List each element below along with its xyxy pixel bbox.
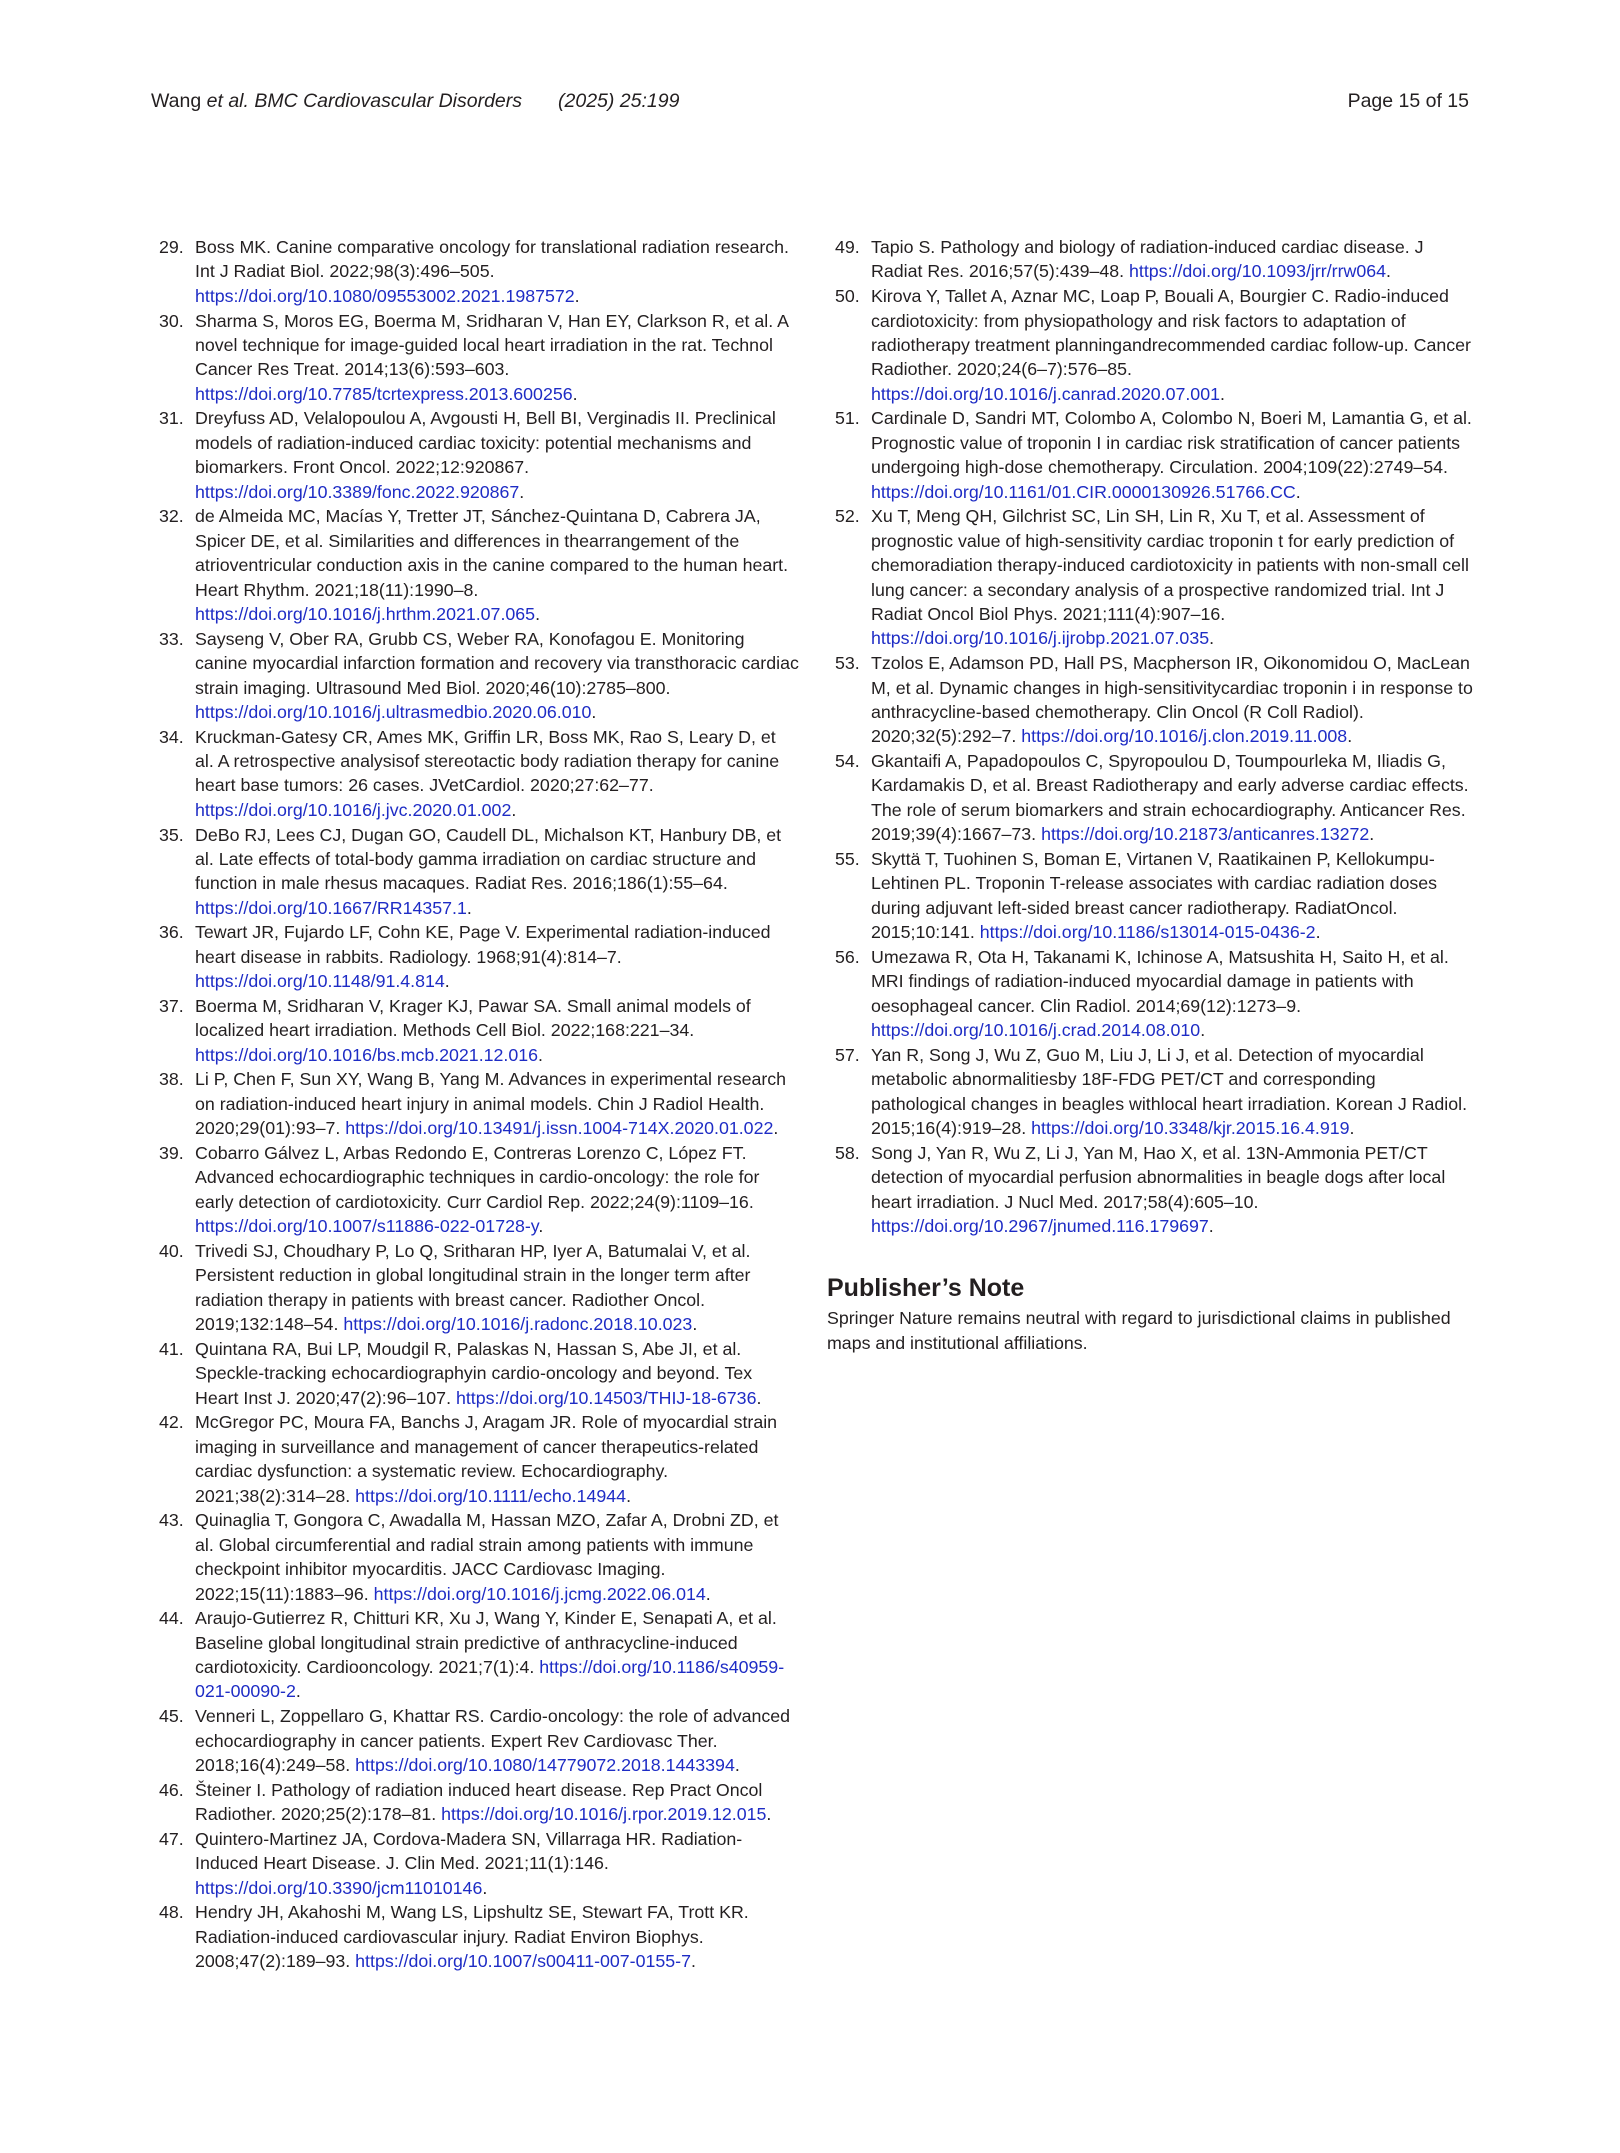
reference-number: 58. [835,1142,860,1163]
reference-text: Hendry JH, Akahoshi M, Wang LS, Lipshultz SE, Stewart FA, Trott KR. Radiation-induced cardiovascular injury. Radiat Environ Biophys. 2008;47(2):189–93. [195,1902,749,1972]
reference-number: 43. [159,1510,184,1531]
reference-text: Xu T, Meng QH, Gilchrist SC, Lin SH, Lin R, Xu T, et al. Assessment of prognostic value of high-sensitivity cardiac troponin t for early prediction of chemoradiation therapy-induced cardiotoxicity in patients with non-small cell lung cancer: a secondary analysis of a prospective randomized trial. Int J Radiat Oncol Biol Phys. 2021;111(4):907–16. [871,506,1469,624]
reference-item: 52. Xu T, Meng QH, Gilchrist SC, Lin SH, Lin R, Xu T, et al. Assessment of prognostic value of high-sensitivity cardiac troponin t for early prediction of chemoradiation therapy-induced cardiotoxicity in patients with non-small cell lung cancer: a secondary analysis of a prospective randomized trial. Int J Radiat Oncol Biol Phys. 2021;111(4):907–16. https://doi.org/10.1016/j.ijrobp.2021.07.035. [835,506,1469,649]
doi-link[interactable]: https://doi.org/10.13491/j.issn.1004-714X.2020.01.022 [345,1118,774,1139]
reference-text: Li P, Chen F, Sun XY, Wang B, Yang M. Advances in experimental research on radiation-induced heart injury in animal models. Chin J Radiol Health. 2020;29(01):93–7. [195,1069,787,1139]
doi-link[interactable]: https://doi.org/10.1667/RR14357.1 [195,897,467,918]
doi-link[interactable]: https://doi.org/10.1016/j.clon.2019.11.008 [1021,726,1348,747]
reference-text: Araujo-Gutierrez R, Chitturi KR, Xu J, Wang Y, Kinder E, Senapati A, et al. Baseline global longitudinal strain predictive of anthracycline-induced cardiotoxicity. Cardiooncology. 2021;7(1):4. [195,1608,777,1678]
reference-item: 43. Quinaglia T, Gongora C, Awadalla M, Hassan MZO, Zafar A, Drobni ZD, et al. Global circumferential and radial strain among patients with immune checkpoint inhibitor myocarditis. JACC Cardiovasc Imaging. 2022;15(11):1883–96. https://doi.org/10.1016/j.jcmg.2022.06.014. [159,1510,779,1604]
reference-number: 34. [159,726,184,747]
doi-link[interactable]: https://doi.org/10.1016/j.canrad.2020.07.001 [871,383,1220,404]
reference-text: Tzolos E, Adamson PD, Hall PS, Macpherson IR, Oikonomidou O, MacLean M, et al. Dynamic changes in high-sensitivitycardiac troponin i in response to anthracycline-based chemotherapy. Clin Oncol (R Coll Radiol). 2020;32(5):292–7. [871,653,1473,747]
page-number: Page 15 of 15 [1347,90,1469,112]
reference-item: 41. Quintana RA, Bui LP, Moudgil R, Palaskas N, Hassan S, Abe JI, et al. Speckle-tracking echocardiographyin cardio-oncology and beyond. Tex Heart Inst J. 2020;47(2):96–107. https://doi.org/10.14503/THIJ-18-6736. [159,1338,762,1408]
reference-text: Venneri L, Zoppellaro G, Khattar RS. Cardio-oncology: the role of advanced echocardiography in cancer patients. Expert Rev Cardiovasc Ther. 2018;16(4):249–58. [195,1706,791,1775]
reference-text: Tewart JR, Fujardo LF, Cohn KE, Page V. Experimental radiation-induced heart disease in rabbits. Radiology. 1968;91(4):814–7. [195,922,771,967]
doi-link[interactable]: https://doi.org/10.7785/tcrtexpress.2013.600256 [195,383,573,404]
reference-item: 40. Trivedi SJ, Choudhary P, Lo Q, Sritharan HP, Iyer A, Batumalai V, et al. Persistent reduction in global longitudinal strain in the longer term after radiation therapy in patients with breast cancer. Radiother Oncol. 2019;132:148–54. https://doi.org/10.1016/j.radonc.2018.10.023. [159,1240,751,1335]
reference-number: 54. [835,751,860,772]
reference-item: 29. Boss MK. Canine comparative oncology for translational radiation research. Int J Radiat Biol. 2022;98(3):496–505. https://doi.org/10.1080/09553002.2021.1987572. [159,237,789,306]
reference-text: Cobarro Gálvez L, Arbas Redondo E, Contreras Lorenzo C, López FT. Advanced echocardiographic techniques in cardio-oncology: the role for early detection of cardiotoxicity. Curr Cardiol Rep. 2022;24(9):1109–16. [195,1143,760,1212]
publishers-note-heading: Publisher’s Note [827,1274,1025,1303]
reference-item: 50. Kirova Y, Tallet A, Aznar MC, Loap P, Bouali A, Bourgier C. Radio-induced cardiotoxicity: from physiopathology and risk factors to adaptation of radiotherapy treatment planningandrecommended cardiac follow-up. Cancer Radiother. 2020;24(6–7):576–85. https://doi.org/10.1016/j.canrad.2020.07.001. [835,286,1471,404]
reference-number: 55. [835,848,860,869]
publishers-note-body: Springer Nature remains neutral with regard to jurisdictional claims in published maps and institutional affiliations. [827,1308,1451,1353]
reference-number: 57. [835,1044,860,1065]
reference-item: 32. de Almeida MC, Macías Y, Tretter JT, Sánchez-Quintana D, Cabrera JA, Spicer DE, et al. Similarities and differences in thearrangement of the atrioventricular conduction axis in the canine compared to the human heart. Heart Rhythm. 2021;18(11):1990–8. https://doi.org/10.1016/j.hrthm.2021.07.065. [159,506,789,624]
reference-text: Yan R, Song J, Wu Z, Guo M, Liu J, Li J, et al. Detection of myocardial metabolic abnormalitiesby 18F-FDG PET/CT and corresponding pathological changes in beagles withlocal heart irradiation. Korean J Radiol. 2015;16(4):919–28. [871,1044,1468,1138]
doi-link[interactable]: https://doi.org/10.1016/j.ijrobp.2021.07.035 [871,628,1210,649]
reference-item: 53. Tzolos E, Adamson PD, Hall PS, Macpherson IR, Oikonomidou O, MacLean M, et al. Dynamic changes in high-sensitivitycardiac troponin i in response to anthracycline-based chemotherapy. Clin Oncol (R Coll Radiol). 2020;32(5):292–7. https://doi.org/10.1016/j.clon.2019.11.008. [835,653,1473,747]
doi-link[interactable]: https://doi.org/10.1016/j.jcmg.2022.06.014 [373,1583,706,1604]
reference-item: 38. Li P, Chen F, Sun XY, Wang B, Yang M. Advances in experimental research on radiation-induced heart injury in animal models. Chin J Radiol Health. 2020;29(01):93–7. https://doi.org/10.13491/j.issn.1004-714X.2020.01.022. [159,1069,787,1139]
reference-text: Sharma S, Moros EG, Boerma M, Sridharan V, Han EY, Clarkson R, et al. A novel technique for image-guided local heart irradiation in the rat. Technol Cancer Res Treat. 2014;13(6):593–603. [195,310,788,380]
reference-text: Song J, Yan R, Wu Z, Li J, Yan M, Hao X, et al. 13N-Ammonia PET/CT detection of myocardial perfusion abnormalities in beagle dogs after local heart irradiation. J Nucl Med. 2017;58(4):605–10. [871,1142,1446,1212]
reference-text: Quinaglia T, Gongora C, Awadalla M, Hassan MZO, Zafar A, Drobni ZD, et al. Global circumferential and radial strain among patients with immune checkpoint inhibitor myocarditis. JACC Cardiovasc Imaging. 2022;15(11):1883–96. [195,1510,779,1604]
reference-number: 44. [159,1608,184,1629]
doi-link[interactable]: https://doi.org/10.1016/j.crad.2014.08.010 [871,1020,1201,1041]
reference-text: Boerma M, Sridharan V, Krager KJ, Pawar SA. Small animal models of localized heart irradiation. Methods Cell Biol. 2022;168:221–34. [195,995,751,1041]
references-right-column [827,235,1475,1355]
reference-item: 47. Quintero-Martinez JA, Cordova-Madera SN, Villarraga HR. Radiation-Induced Heart Disease. J. Clin Med. 2021;11(1):146. https://doi.org/10.3390/jcm11010146. [159,1828,743,1898]
reference-number: 41. [159,1338,184,1359]
reference-item: 49. Tapio S. Pathology and biology of radiation-induced cardiac disease. J Radiat Res. 2016;57(5):439–48. https://doi.org/10.1093/jrr/rrw064. [835,237,1424,282]
doi-link[interactable]: https://doi.org/10.1016/j.rpor.2019.12.015 [441,1804,767,1825]
reference-item: 58. Song J, Yan R, Wu Z, Li J, Yan M, Hao X, et al. 13N-Ammonia PET/CT detection of myocardial perfusion abnormalities in beagle dogs after local heart irradiation. J Nucl Med. 2017;58(4):605–10. https://doi.org/10.2967/jnumed.116.179697. [835,1142,1446,1236]
reference-text: Boss MK. Canine comparative oncology for translational radiation research. Int J Radiat Biol. 2022;98(3):496–505. [195,237,789,282]
reference-text: Sayseng V, Ober RA, Grubb CS, Weber RA, Konofagou E. Monitoring canine myocardial infarction formation and recovery via transthoracic cardiac strain imaging. Ultrasound Med Biol. 2020;46(10):2785–800. [195,628,799,698]
reference-text: Šteiner I. Pathology of radiation induced heart disease. Rep Pract Oncol Radiother. 2020;25(2):178–81. [195,1779,763,1825]
reference-number: 33. [159,628,184,649]
reference-text: Quintero-Martinez JA, Cordova-Madera SN, Villarraga HR. Radiation-Induced Heart Disease. J. Clin Med. 2021;11(1):146. [195,1828,743,1874]
reference-number: 51. [835,408,860,429]
doi-link[interactable]: https://doi.org/10.1080/09553002.2021.1987572 [195,285,575,306]
reference-number: 56. [835,946,860,967]
reference-item: 34. Kruckman-Gatesy CR, Ames MK, Griffin LR, Boss MK, Rao S, Leary D, et al. A retrospective analysisof stereotactic body radiation therapy for canine heart base tumors: 26 cases. JVetCardiol. 2020;27:62–77. https://doi.org/10.1016/j.jvc.2020.01.002. [159,726,780,820]
reference-item: 35. DeBo RJ, Lees CJ, Dugan GO, Caudell DL, Michalson KT, Hanbury DB, et al. Late effects of total-body gamma irradiation on cardiac structure and function in male rhesus macaques. Radiat Res. 2016;186(1):55–64. https://doi.org/10.1667/RR14357.1. [159,824,782,918]
doi-link[interactable]: https://doi.org/10.1007/s11886-022-01728-y [195,1216,539,1237]
reference-item: 57. Yan R, Song J, Wu Z, Guo M, Liu J, Li J, et al. Detection of myocardial metabolic abnormalitiesby 18F-FDG PET/CT and corresponding pathological changes in beagles withlocal heart irradiation. Korean J Radiol. 2015;16(4):919–28. https://doi.org/10.3348/kjr.2015.16.4.919. [835,1044,1468,1138]
reference-number: 42. [159,1412,184,1433]
reference-text: Skyttä T, Tuohinen S, Boman E, Virtanen V, Raatikainen P, Kellokumpu-Lehtinen PL. Troponin T-release associates with cardiac radiation doses during adjuvant left-sided breast cancer radiotherapy. RadiatOncol. 2015;10:141. [871,848,1438,943]
doi-link[interactable]: https://doi.org/10.1093/jrr/rrw064 [1129,261,1386,282]
reference-number: 31. [159,408,184,429]
reference-item: 54. Gkantaifi A, Papadopoulos C, Spyropoulou D, Toumpourleka M, Iliadis G, Kardamakis D, et al. Breast Radiotherapy and early adverse cardiac effects. The role of serum biomarkers and strain echocardiography. Anticancer Res. 2019;39(4):1667–73. https://doi.org/10.21873/anticanres.13272. [835,751,1469,845]
reference-number: 38. [159,1069,184,1090]
reference-number: 50. [835,286,860,307]
doi-link[interactable]: https://doi.org/10.3348/kjr.2015.16.4.919 [1031,1118,1350,1138]
reference-number: 30. [159,310,184,331]
doi-link[interactable]: https://doi.org/10.1186/s13014-015-0436-2 [979,922,1316,943]
reference-text: de Almeida MC, Macías Y, Tretter JT, Sánchez-Quintana D, Cabrera JA, Spicer DE, et al. Similarities and differences in thearrangement of the atrioventricular conduction axis in the canine compared to the human heart. Heart Rhythm. 2021;18(11):1990–8. [195,506,789,600]
reference-number: 40. [159,1240,184,1261]
doi-link[interactable]: https://doi.org/10.21873/anticanres.13272 [1041,824,1370,845]
reference-text: Tapio S. Pathology and biology of radiation-induced cardiac disease. J Radiat Res. 2016;57(5):439–48. [871,237,1424,282]
reference-item: 55. Skyttä T, Tuohinen S, Boman E, Virtanen V, Raatikainen P, Kellokumpu-Lehtinen PL. Troponin T-release associates with cardiac radiation doses during adjuvant left-sided breast cancer radiotherapy. RadiatOncol. 2015;10:141. https://doi.org/10.1186/s13014-015-0436-2. [835,848,1438,943]
journal-citation: Wang et al. BMC Cardiovascular Disorders [151,90,523,112]
reference-number: 37. [159,995,184,1016]
doi-link[interactable]: https://doi.org/10.1080/14779072.2018.1443394 [355,1754,735,1775]
reference-text: Cardinale D, Sandri MT, Colombo A, Colombo N, Boeri M, Lamantia G, et al. Prognostic value of troponin I in cardiac risk stratification of cancer patients undergoing high-dose chemotherapy. Circulation. 2004;109(22):2749–54. [871,408,1472,478]
doi-link[interactable]: https://doi.org/10.1016/j.jvc.2020.01.002 [195,799,512,820]
doi-link[interactable]: https://doi.org/10.1161/01.CIR.0000130926.51766.CC [871,481,1296,502]
reference-number: 47. [159,1828,184,1849]
reference-number: 35. [159,824,184,845]
reference-number: 32. [159,506,184,527]
reference-number: 53. [835,653,860,674]
doi-link[interactable]: https://doi.org/10.1007/s00411-007-0155-7 [355,1951,691,1972]
reference-item: 56. Umezawa R, Ota H, Takanami K, Ichinose A, Matsushita H, Saito H, et al. MRI findings of radiation-induced myocardial damage in patients with oesophageal cancer. Clin Radiol. 2014;69(12):1273–9. https://doi.org/10.1016/j.crad.2014.08.010. [835,946,1449,1041]
reference-item: 44. Araujo-Gutierrez R, Chitturi KR, Xu J, Wang Y, Kinder E, Senapati A, et al. Baseline global longitudinal strain predictive of anthracycline-induced cardiotoxicity. Cardiooncology. 2021;7(1):4. https://doi.org/10.1186/s40959-021-00090-2. [159,1608,785,1702]
references-left-column [151,235,799,1974]
reference-number: 29. [159,237,184,257]
reference-text: Kruckman-Gatesy CR, Ames MK, Griffin LR, Boss MK, Rao S, Leary D, et al. A retrospective analysisof stereotactic body radiation therapy for canine heart base tumors: 26 cases. JVetCardiol. 2020;27:62–77. [195,726,780,796]
running-header [151,86,1469,116]
doi-link[interactable]: https://doi.org/10.2967/jnumed.116.179697 [871,1215,1209,1236]
reference-text: DeBo RJ, Lees CJ, Dugan GO, Caudell DL, Michalson KT, Hanbury DB, et al. Late effects of total-body gamma irradiation on cardiac structure and function in male rhesus macaques. Radiat Res. 2016;186(1):55–64. [195,824,782,894]
reference-text: McGregor PC, Moura FA, Banchs J, Aragam JR. Role of myocardial strain imaging in surveillance and management of cancer therapeutics-related cardiac dysfunction: a systematic review. Echocardiography. 2021;38(2):314–28. [195,1412,778,1506]
reference-number: 48. [159,1902,184,1923]
reference-item: 51. Cardinale D, Sandri MT, Colombo A, Colombo N, Boeri M, Lamantia G, et al. Prognostic value of troponin I in cardiac risk stratification of cancer patients undergoing high-dose chemotherapy. Circulation. 2004;109(22):2749–54. https://doi.org/10.1161/01.CIR.0000130926.51766.CC. [835,408,1472,502]
reference-number: 49. [835,237,860,257]
reference-item: 30. Sharma S, Moros EG, Boerma M, Sridharan V, Han EY, Clarkson R, et al. A novel technique for image-guided local heart irradiation in the rat. Technol Cancer Res Treat. 2014;13(6):593–603. https://doi.org/10.7785/tcrtexpress.2013.600256. [159,310,788,404]
reference-text: Umezawa R, Ota H, Takanami K, Ichinose A, Matsushita H, Saito H, et al. MRI findings of radiation-induced myocardial damage in patients with oesophageal cancer. Clin Radiol. 2014;69(12):1273–9. [871,946,1449,1016]
reference-item: 45. Venneri L, Zoppellaro G, Khattar RS. Cardio-oncology: the role of advanced echocardiography in cancer patients. Expert Rev Cardiovasc Ther. 2018;16(4):249–58. https://doi.org/10.1080/14779072.2018.1443394. [159,1706,791,1775]
reference-item: 48. Hendry JH, Akahoshi M, Wang LS, Lipshultz SE, Stewart FA, Trott KR. Radiation-induced cardiovascular injury. Radiat Environ Biophys. 2008;47(2):189–93. https://doi.org/10.1007/s00411-007-0155-7. [159,1902,749,1972]
doi-link[interactable]: https://doi.org/10.3390/jcm11010146 [195,1877,483,1898]
doi-link[interactable]: https://doi.org/10.3389/fonc.2022.920867 [195,481,520,502]
doi-link[interactable]: https://doi.org/10.1111/echo.14944 [355,1485,627,1506]
reference-text: Dreyfuss AD, Velalopoulou A, Avgousti H, Bell BI, Verginadis II. Preclinical models of radiation-induced cardiac toxicity: potential mechanisms and biomarkers. Front Oncol. 2022;12:920867. [195,408,776,478]
reference-text: Trivedi SJ, Choudhary P, Lo Q, Sritharan HP, Iyer A, Batumalai V, et al. Persistent reduction in global longitudinal strain in the longer term after radiation therapy in patients with breast cancer. Radiother Oncol. 2019;132:148–54. [195,1240,751,1335]
reference-text: Kirova Y, Tallet A, Aznar MC, Loap P, Bouali A, Bourgier C. Radio-induced cardiotoxicity: from physiopathology and risk factors to adaptation of radiotherapy treatment planningandrecommended cardiac follow-up. Cancer Radiother. 2020;24(6–7):576–85. [871,286,1471,380]
reference-number: 52. [835,506,860,527]
reference-item: 36. Tewart JR, Fujardo LF, Cohn KE, Page V. Experimental radiation-induced heart disease in rabbits. Radiology. 1968;91(4):814–7. https://doi.org/10.1148/91.4.814. [159,922,771,992]
reference-item: 42. McGregor PC, Moura FA, Banchs J, Aragam JR. Role of myocardial strain imaging in surveillance and management of cancer therapeutics-related cardiac dysfunction: a systematic review. Echocardiography. 2021;38(2):314–28. https://doi.org/10.1111/echo.14944. [159,1412,778,1506]
doi-link[interactable]: https://doi.org/10.1016/j.hrthm.2021.07.065 [195,603,536,624]
reference-item: 39. Cobarro Gálvez L, Arbas Redondo E, Contreras Lorenzo C, López FT. Advanced echocardiographic techniques in cardio-oncology: the role for early detection of cardiotoxicity. Curr Cardiol Rep. 2022;24(9):1109–16. https://doi.org/10.1007/s11886-022-01728-y. [159,1143,760,1237]
reference-number: 36. [159,922,184,943]
doi-link[interactable]: https://doi.org/10.1016/j.ultrasmedbio.2020.06.010 [195,701,592,722]
reference-text: Gkantaifi A, Papadopoulos C, Spyropoulou D, Toumpourleka M, Iliadis G, Kardamakis D, et al. Breast Radiotherapy and early adverse cardiac effects. The role of serum biomarkers and strain echocardiography. Anticancer Res. 2019;39(4):1667–73. [871,751,1469,845]
reference-item: 37. Boerma M, Sridharan V, Krager KJ, Pawar SA. Small animal models of localized heart irradiation. Methods Cell Biol. 2022;168:221–34. https://doi.org/10.1016/bs.mcb.2021.12.016. [159,995,751,1065]
year-volume: (2025) 25:199 [558,90,680,112]
journal-name: BMC Cardiovascular Disorders [254,90,523,112]
reference-item: 31. Dreyfuss AD, Velalopoulou A, Avgousti H, Bell BI, Verginadis II. Preclinical models of radiation-induced cardiac toxicity: potential mechanisms and biomarkers. Front Oncol. 2022;12:920867. https://doi.org/10.3389/fonc.2022.920867. [159,408,776,502]
doi-link[interactable]: https://doi.org/10.1186/s40959-021-00090-2 [195,1657,785,1702]
reference-number: 39. [159,1143,184,1163]
reference-item: 46. Šteiner I. Pathology of radiation induced heart disease. Rep Pract Oncol Radiother. 2020;25(2):178–81. https://doi.org/10.1016/j.rpor.2019.12.015. [159,1779,772,1825]
publishers-note [827,1273,1475,1355]
reference-item: 33. Sayseng V, Ober RA, Grubb CS, Weber RA, Konofagou E. Monitoring canine myocardial infarction formation and recovery via transthoracic cardiac strain imaging. Ultrasound Med Biol. 2020;46(10):2785–800. https://doi.org/10.1016/j.ultrasmedbio.2020.06.010. [159,628,799,722]
reference-text: Quintana RA, Bui LP, Moudgil R, Palaskas N, Hassan S, Abe JI, et al. Speckle-tracking echocardiographyin cardio-oncology and beyond. Tex Heart Inst J. 2020;47(2):96–107. [195,1338,753,1408]
doi-link[interactable]: https://doi.org/10.1016/bs.mcb.2021.12.016 [195,1044,539,1065]
reference-number: 46. [159,1779,184,1800]
reference-number: 45. [159,1706,184,1727]
doi-link[interactable]: https://doi.org/10.14503/THIJ-18-6736 [455,1387,757,1408]
doi-link[interactable]: https://doi.org/10.1016/j.radonc.2018.10.023 [343,1314,693,1335]
doi-link[interactable]: https://doi.org/10.1148/91.4.814 [195,971,445,992]
